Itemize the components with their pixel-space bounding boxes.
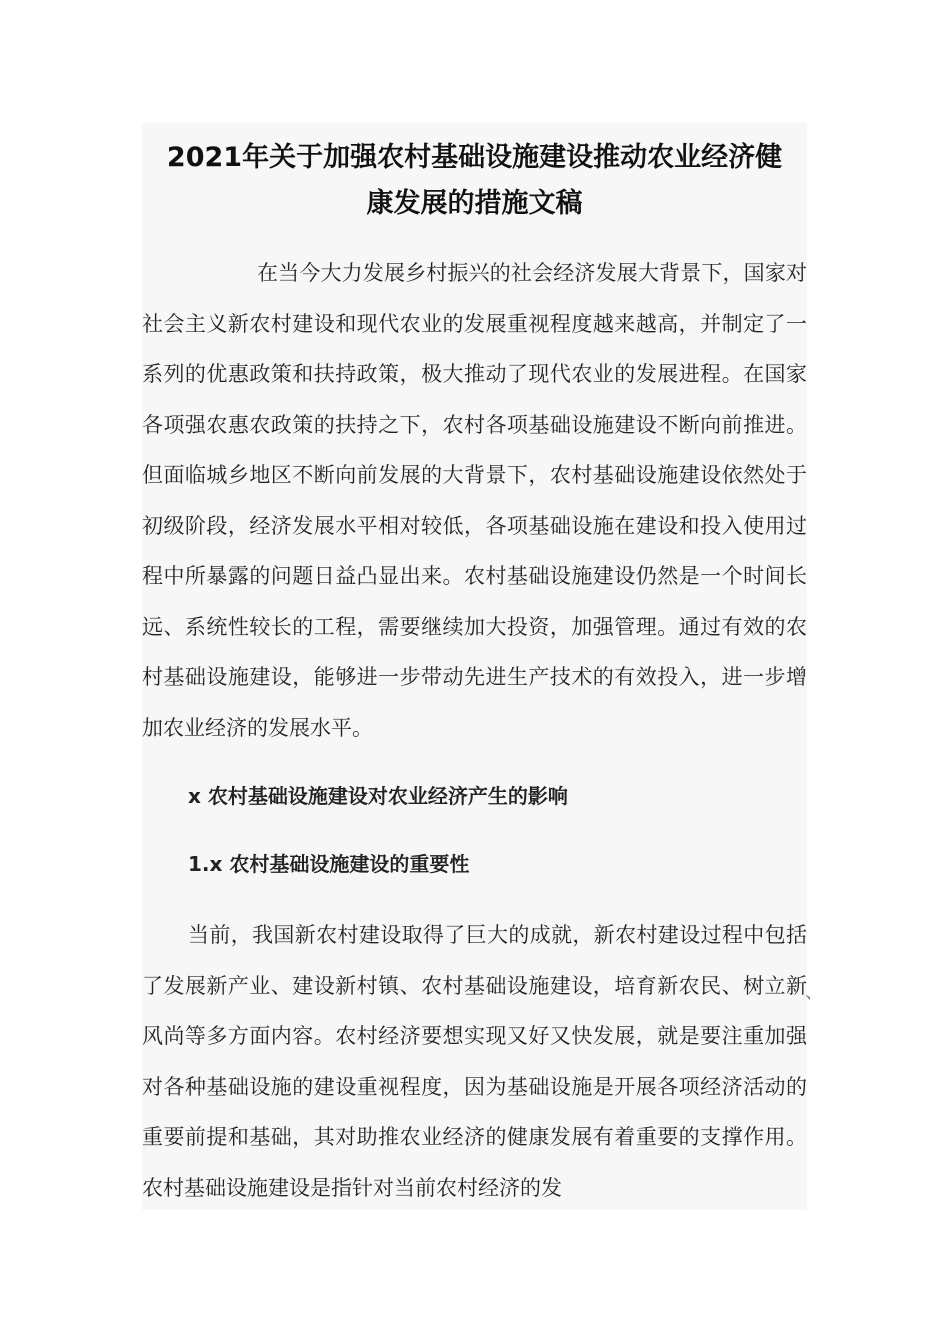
- document-title-line-1: 2021年关于加强农村基础设施建设推动农业经济健: [166, 142, 783, 173]
- intro-paragraph: 在当今大力发展乡村振兴的社会经济发展大背景下，国家对社会主义新农村建设和现代农业的发展重视程度越来越高，并制定了一系列的优惠政策和扶持政策，极大推动了现代农业的发展进程。在国家各项强农惠农政策的扶持之下，农村各项基础设施建设不断向前推进。但面临城乡地区不断向前发展的大背景下，农村基础设施建设依然处于初级阶段，经济发展水平相对较低，各项基础设施在建设和投入使用过程中所暴露的问题日益凸显出来。农村基础设施建设仍然是一个时间长远、系统性较长的工程，需要继续加大投资，加强管理。通过有效的农村基础设施建设，能够进一步带动先进生产技术的有效投入，进一步增加农业经济的发展水平。: [142, 261, 807, 740]
- document-title-line-2: 康发展的措施文稿: [366, 188, 583, 219]
- subsection-heading: 1.x 农村基础设施建设的重要性: [188, 852, 470, 876]
- overflow-punctuation: 、: [805, 982, 823, 1003]
- section-heading: x 农村基础设施建设对农业经济产生的影响: [188, 784, 568, 808]
- body-paragraph: 当前，我国新农村建设取得了巨大的成就，新农村建设过程中包括了发展新产业、建设新村镇、农村基础设施建设，培育新农民、树立新风尚等多方面内容。农村经济要想实现又好又快发展，就是要注重加强对各种基础设施的建设重视程度，因为基础设施是开展各项经济活动的重要前提和基础，其对助推农业经济的健康发展有着重要的支撑作用。农村基础设施建设是指针对当前农村经济的发: [142, 923, 807, 1200]
